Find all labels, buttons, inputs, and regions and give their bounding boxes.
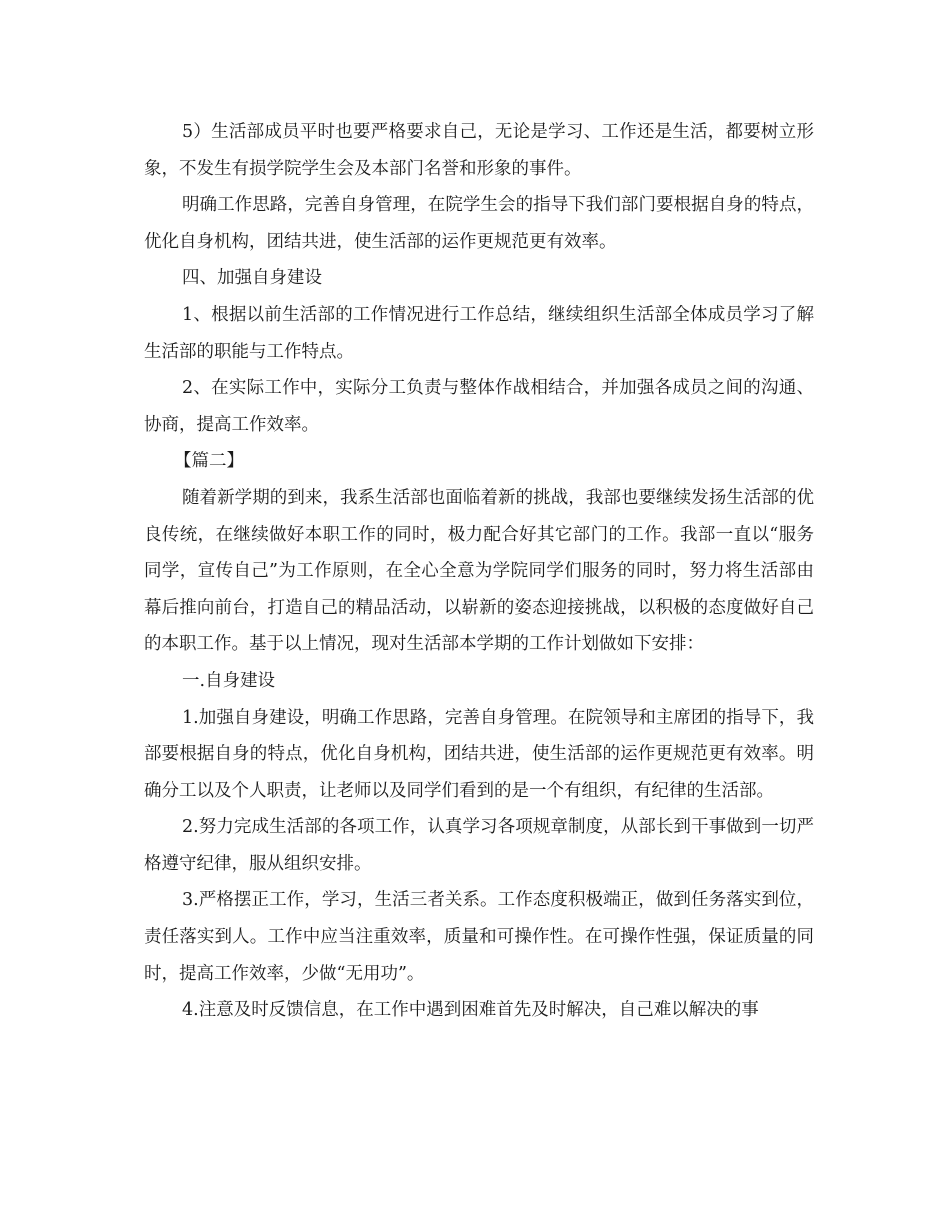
paragraph-point-2: 2.努力完成生活部的各项工作，认真学习各项规章制度，从部长到干事做到一切严格遵守纪律，服从组织安排。 [144, 817, 814, 874]
paragraph-point-1: 1.加强自身建设，明确工作思路，完善自身管理。在院领导和主席团的指导下，我部要根据自身的特点，优化自身机构，团结共进，使生活部的运作更规范更有效率。明确分工以及个人职责，让老师以及同学们看到的是一个有组织，有纪律的生活部。 [144, 707, 814, 801]
paragraph-item-5: 5）生活部成员平时也要严格要求自己，无论是学习、工作还是生活，都要树立形象，不发生有损学院学生会及本部门名誉和形象的事件。 [144, 122, 814, 179]
paragraph-point-4: 4.注意及时反馈信息，在工作中遇到困难首先及时解决，自己难以解决的事 [182, 1000, 759, 1021]
section-heading-self-building: 四、加强自身建设 [182, 268, 322, 289]
paragraph-item-2: 2、在实际工作中，实际分工负责与整体作战相结合，并加强各成员之间的沟通、协商，提高工作效率。 [144, 378, 814, 435]
paragraph-point-3: 3.严格摆正工作，学习，生活三者关系。工作态度积极端正，做到任务落实到位，责任落实到人。工作中应当注重效率，质量和可操作性。在可操作性强，保证质量的同时，提高工作效率，少做“无用功”。 [144, 890, 814, 984]
paragraph-work-approach: 明确工作思路，完善自身管理，在院学生会的指导下我们部门要根据自身的特点，优化自身机构，团结共进，使生活部的运作更规范更有效率。 [144, 195, 814, 252]
paragraph-item-1: 1、根据以前生活部的工作情况进行工作总结，继续组织生活部全体成员学习了解生活部的职能与工作特点。 [144, 304, 814, 362]
section-heading-part-two: 【篇二】 [174, 451, 244, 472]
document-page [144, 114, 814, 1029]
paragraph-intro-new-semester: 随着新学期的到来，我系生活部也面临着新的挑战，我部也要继续发扬生活部的优良传统，在继续做好本职工作的同时，极力配合好其它部门的工作。我部一直以“服务同学，宣传自己”为工作原则，在全心全意为学院同学们服务的同时，努力将生活部由幕后推向前台，打造自己的精品活动，以崭新的姿态迎接挑战，以积极的态度做好自己的本职工作。基于以上情况，现对生活部本学期的工作计划做如下安排： [144, 487, 814, 655]
section-heading-one: 一.自身建设 [182, 670, 276, 691]
